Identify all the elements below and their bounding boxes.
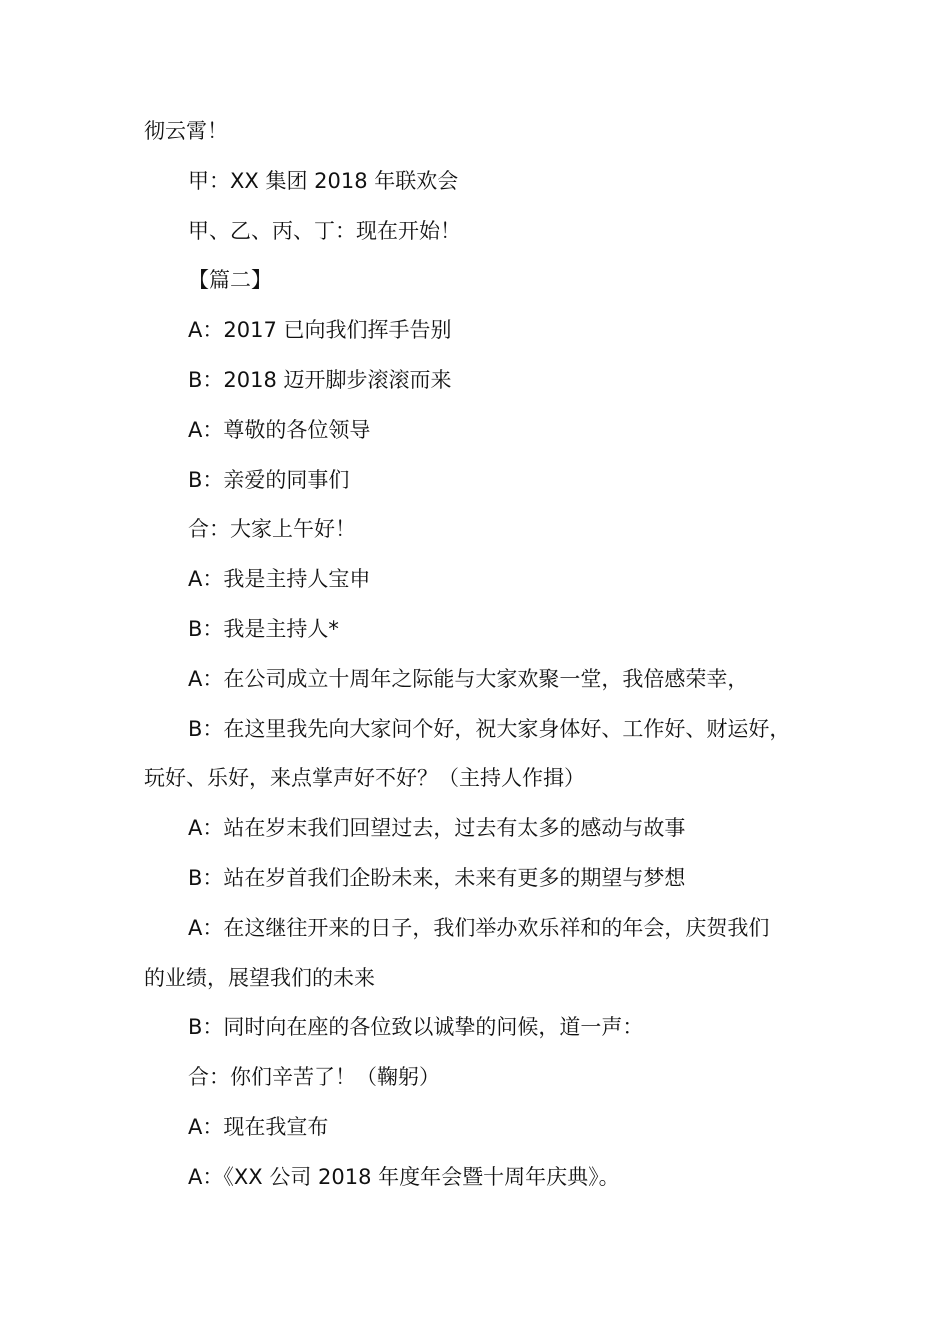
text-line: B：站在岁首我们企盼未来，未来有更多的期望与梦想 bbox=[188, 865, 686, 890]
text-line: B：亲爱的同事们 bbox=[188, 467, 350, 492]
text-line: 合：大家上午好！ bbox=[188, 517, 356, 542]
text-line: A：站在岁末我们回望过去，过去有太多的感动与故事 bbox=[188, 816, 686, 841]
text-line: A：在这继往开来的日子，我们举办欢乐祥和的年会，庆贺我们 bbox=[188, 915, 770, 940]
text-line: 【篇二】 bbox=[188, 268, 272, 293]
text-line: A：《XX 公司 2018 年度年会暨十周年庆典》。 bbox=[188, 1164, 620, 1189]
text-line: B：在这里我先向大家问个好，祝大家身体好、工作好、财运好， bbox=[188, 716, 791, 741]
document-body bbox=[144, 107, 810, 1203]
text-line: B：我是主持人* bbox=[188, 616, 339, 641]
text-line: A：我是主持人宝申 bbox=[188, 567, 371, 592]
text-line: B：同时向在座的各位致以诚挚的问候，道一声： bbox=[188, 1015, 644, 1040]
text-line: 玩好、乐好，来点掌声好不好？（主持人作揖） bbox=[144, 766, 585, 791]
text-line: A：现在我宣布 bbox=[188, 1114, 329, 1139]
text-line: 甲：XX 集团 2018 年联欢会 bbox=[188, 168, 459, 193]
text-line: 彻云霄！ bbox=[144, 119, 228, 143]
text-line: 合：你们辛苦了！（鞠躬） bbox=[188, 1065, 440, 1090]
text-line: 的业绩，展望我们的未来 bbox=[144, 965, 375, 990]
text-line: A：在公司成立十周年之际能与大家欢聚一堂，我倍感荣幸， bbox=[188, 666, 749, 691]
text-line: B：2018 迈开脚步滚滚而来 bbox=[188, 367, 452, 392]
text-line: A：2017 已向我们挥手告别 bbox=[188, 318, 452, 343]
text-line: 甲、乙、丙、丁：现在开始！ bbox=[188, 218, 461, 243]
text-line: A：尊敬的各位领导 bbox=[188, 417, 371, 442]
